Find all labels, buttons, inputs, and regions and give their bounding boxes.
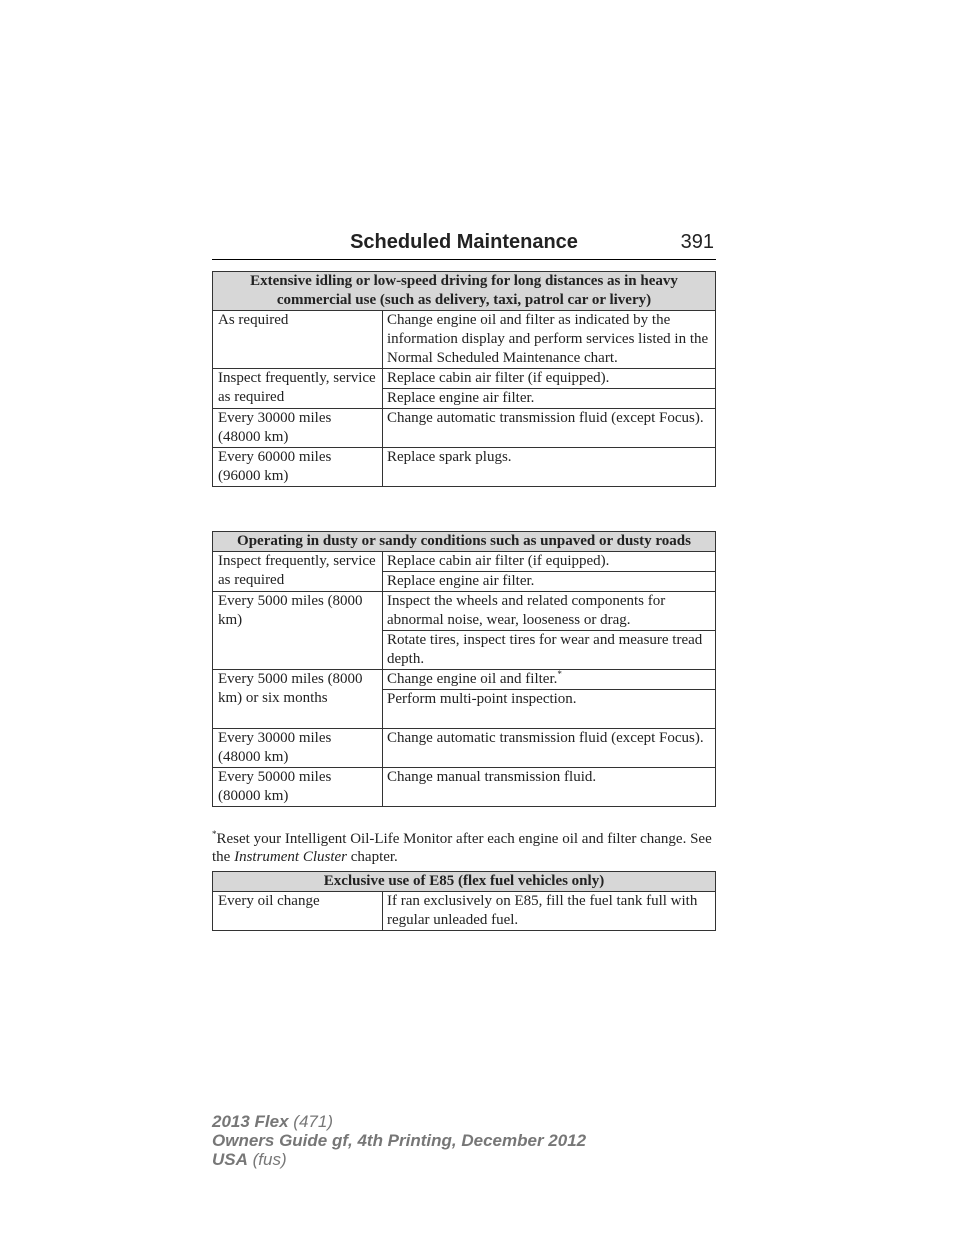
table-row [213, 670, 716, 690]
table-row [213, 311, 716, 369]
table-heading-row [213, 872, 716, 892]
table-row [213, 369, 716, 389]
action-cell: If ran exclusively on E85, fill the fuel tank full with regular unleaded fuel. [383, 892, 716, 931]
table-row [213, 448, 716, 487]
interval-cell: Every 60000 miles (96000 km) [213, 448, 383, 487]
page-header [212, 229, 716, 260]
action-cell: Rotate tires, inspect tires for wear and measure tread depth. [383, 631, 716, 670]
footer-guide: Owners Guide gf, 4th Printing, December 2012 [212, 1131, 587, 1150]
interval-cell: Every oil change [213, 892, 383, 931]
table-row [213, 592, 716, 631]
footnote-marker: * [212, 829, 217, 839]
interval-cell: Every 30000 miles (48000 km) [213, 409, 383, 448]
footnote-text: Reset your Intelligent Oil-Life Monitor after each engine oil and filter change. See the [212, 831, 712, 865]
footnote-marker: * [557, 669, 562, 679]
table-heading: Exclusive use of E85 (flex fuel vehicles only) [213, 872, 716, 892]
footer-model-code: (471) [293, 1112, 333, 1131]
page-number: 391 [680, 231, 714, 253]
footnote-chapter-ref: Instrument Cluster [234, 849, 347, 865]
action-cell: Change automatic transmission fluid (except Focus). [383, 409, 716, 448]
footnote [212, 830, 716, 866]
action-cell: Change automatic transmission fluid (except Focus). [383, 729, 716, 768]
interval-cell: Every 5000 miles (8000 km) or six months [213, 670, 383, 729]
footer-region: USA [212, 1150, 248, 1169]
table-heading-row [213, 532, 716, 552]
interval-cell: Every 5000 miles (8000 km) [213, 592, 383, 670]
table-row [213, 729, 716, 768]
table-row [213, 552, 716, 572]
action-cell [383, 670, 716, 690]
table-heading: Extensive idling or low-speed driving for long distances as in heavy commercial use (such as delivery, taxi, patrol car or livery) [213, 272, 716, 311]
idling-maintenance-table [212, 271, 716, 487]
action-cell: Replace engine air filter. [383, 389, 716, 409]
action-text: Change engine oil and filter. [387, 671, 558, 687]
table-row [213, 409, 716, 448]
action-cell: Change manual transmission fluid. [383, 768, 716, 807]
interval-cell: Inspect frequently, service as required [213, 552, 383, 592]
action-cell: Inspect the wheels and related components for abnormal noise, wear, looseness or drag. [383, 592, 716, 631]
action-cell: Perform multi-point inspection. [383, 690, 716, 729]
footnote-text-end: chapter. [347, 849, 398, 865]
interval-cell: Every 30000 miles (48000 km) [213, 729, 383, 768]
action-cell: Replace spark plugs. [383, 448, 716, 487]
action-cell: Replace cabin air filter (if equipped). [383, 552, 716, 572]
table-row [213, 768, 716, 807]
action-cell: Change engine oil and filter as indicated by the information display and perform services listed in the Normal Scheduled Maintenance chart. [383, 311, 716, 369]
dusty-conditions-table [212, 531, 716, 807]
section-title: Scheduled Maintenance [350, 231, 578, 253]
interval-cell: Every 50000 miles (80000 km) [213, 768, 383, 807]
action-cell: Replace cabin air filter (if equipped). [383, 369, 716, 389]
page-footer [212, 1112, 586, 1169]
footer-region-code: (fus) [252, 1150, 287, 1169]
table-heading: Operating in dusty or sandy conditions such as unpaved or dusty roads [213, 532, 716, 552]
e85-fuel-table [212, 871, 716, 931]
interval-cell: As required [213, 311, 383, 369]
table-heading-row [213, 272, 716, 311]
action-cell: Replace engine air filter. [383, 572, 716, 592]
footer-model: 2013 Flex [212, 1112, 289, 1131]
interval-cell: Inspect frequently, service as required [213, 369, 383, 409]
table-row [213, 892, 716, 931]
